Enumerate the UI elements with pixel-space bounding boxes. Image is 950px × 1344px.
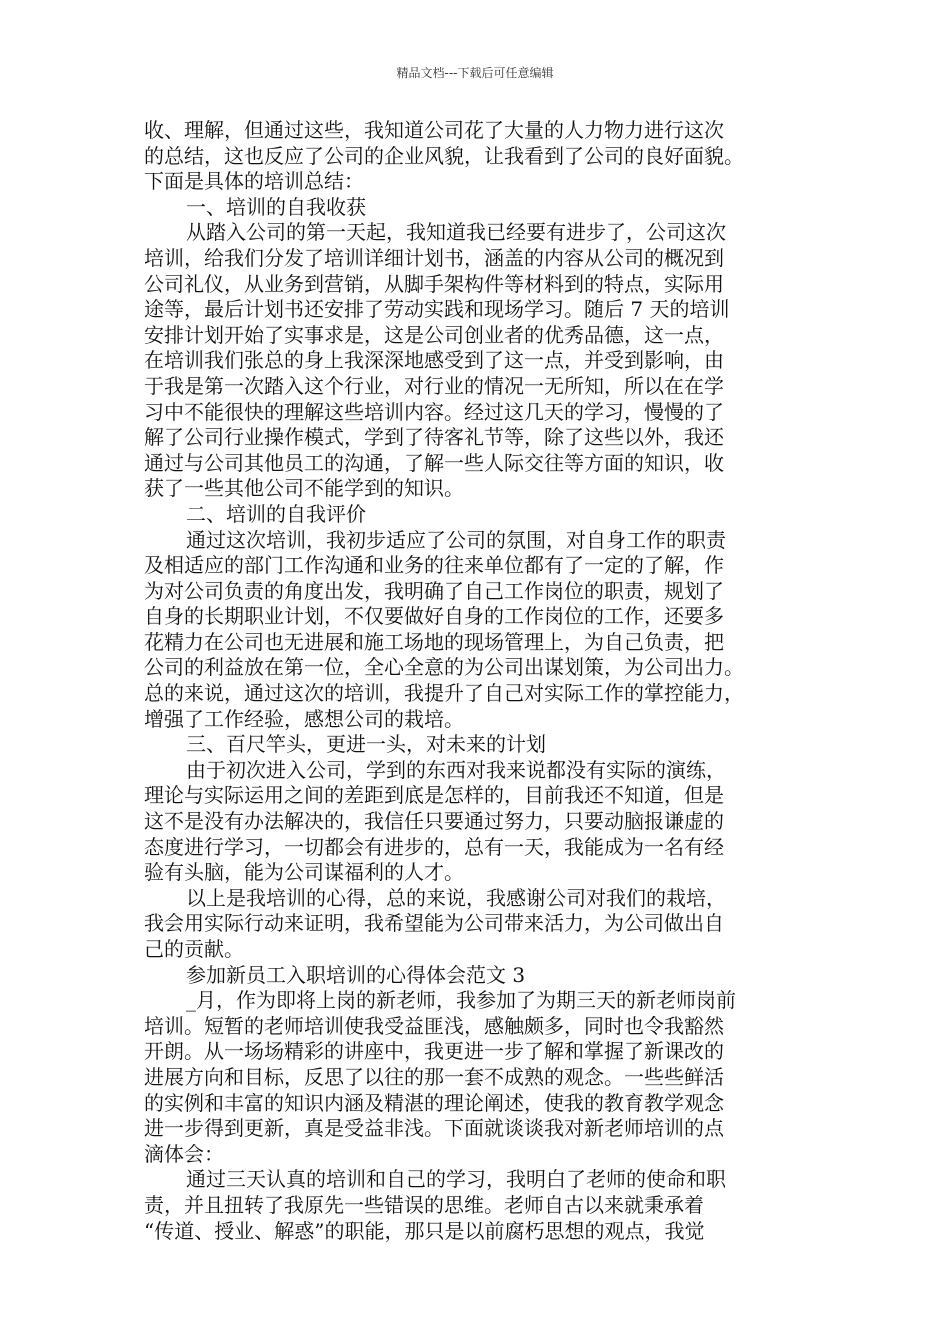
text-line: 总的来说，通过这次的培训，我提升了自己对实际工作的掌控能力， xyxy=(144,681,744,706)
text-line: 自身的长期职业计划，不仅要做好自身的工作岗位的工作，还要多 xyxy=(144,604,724,629)
text-line: 参加新员工入职培训的心得体会范文 3 xyxy=(186,962,526,987)
text-line: 增强了工作经验，感想公司的栽培。 xyxy=(144,706,464,731)
text-line: 花精力在公司也无进展和施工场地的现场管理上，为自己负责，把 xyxy=(144,629,724,654)
text-line: 滴体会： xyxy=(144,1141,224,1166)
text-line: 态度进行学习，一切都会有进步的，总有一天，我能成为一名有经 xyxy=(144,834,724,859)
text-line: 三、百尺竿头，更进一头，对未来的计划 xyxy=(186,732,546,757)
text-line: 责，并且扭转了我原先一些错误的思维。老师自古以来就秉承着 xyxy=(144,1192,704,1217)
text-line: 己的贡献。 xyxy=(144,937,244,961)
text-line: 通过与公司其他员工的沟通，了解一些人际交往等方面的知识，收 xyxy=(144,450,724,475)
text-line: 的总结，这也反应了公司的企业风貌，让我看到了公司的良好面貌。 xyxy=(144,143,744,168)
text-line: 进展方向和目标，反思了以往的那一套不成熟的观念。一些些鲜活 xyxy=(144,1064,724,1089)
text-line: 从踏入公司的第一天起，我知道我已经要有进步了，公司这次 xyxy=(186,220,726,245)
text-line: 二、培训的自我评价 xyxy=(186,501,366,526)
text-line: 验有头脑，能为公司谋福利的人才。 xyxy=(144,860,464,885)
text-line: 开朗。从一场场精彩的讲座中，我更进一步了解和掌握了新课改的 xyxy=(144,1039,724,1064)
text-line: 进一步得到更新，真是受益非浅。下面就谈谈我对新老师培训的点 xyxy=(144,1116,724,1141)
text-line: _月，作为即将上岗的新老师，我参加了为期三天的新老师岗前 xyxy=(186,988,736,1013)
text-line: 公司礼仪，从业务到营销，从脚手架构件等材料到的特点，实际用 xyxy=(144,271,724,296)
text-line: 于我是第一次踏入这个行业，对行业的情况一无所知，所以在在学 xyxy=(144,373,724,398)
text-line: 以上是我培训的心得，总的来说，我感谢公司对我们的栽培， xyxy=(186,885,726,910)
document-body xyxy=(144,118,824,1244)
text-line: 理论与实际运用之间的差距到底是怎样的，目前我还不知道，但是 xyxy=(144,783,724,808)
text-line: 通过三天认真的培训和自己的学习，我明白了老师的使命和职 xyxy=(186,1167,726,1192)
text-line: 安排计划开始了实事求是，这是公司创业者的优秀品德，这一点， xyxy=(144,322,724,347)
text-line: “传道、授业、解惑”的职能，那只是以前腐朽思想的观点，我觉 xyxy=(144,1218,705,1243)
text-line: 培训。短暂的老师培训使我受益匪浅，感触颇多，同时也令我豁然 xyxy=(144,1013,724,1038)
text-line: 培训，给我们分发了培训详细计划书，涵盖的内容从公司的概况到 xyxy=(144,245,724,270)
text-line: 公司的利益放在第一位，全心全意的为公司出谋划策，为公司出力。 xyxy=(144,655,744,680)
text-line: 的实例和丰富的知识内涵及精湛的理论阐述，使我的教育教学观念 xyxy=(144,1090,724,1115)
text-line: 在培训我们张总的身上我深深地感受到了这一点，并受到影响，由 xyxy=(144,348,724,373)
text-line: 为对公司负责的角度出发，我明确了自己工作岗位的职责，规划了 xyxy=(144,578,724,603)
text-line: 由于初次进入公司，学到的东西对我来说都没有实际的演练， xyxy=(186,757,726,782)
text-line: 这不是没有办法解决的，我信任只要通过努力，只要动脑报谦虚的 xyxy=(144,809,724,834)
text-line: 通过这次培训，我初步适应了公司的氛围，对自身工作的职责 xyxy=(186,527,726,552)
text-line: 及相适应的部门工作沟通和业务的往来单位都有了一定的了解，作 xyxy=(144,553,724,578)
text-line: 下面是具体的培训总结： xyxy=(144,169,364,194)
text-line: 解了公司行业操作模式，学到了待客礼节等，除了这些以外，我还 xyxy=(144,425,724,450)
text-line: 习中不能很快的理解这些培训内容。经过这几天的学习，慢慢的了 xyxy=(144,399,724,424)
text-line: 收、理解，但通过这些，我知道公司花了大量的人力物力进行这次 xyxy=(144,118,724,142)
text-line: 获了一些其他公司不能学到的知识。 xyxy=(144,476,464,501)
text-line: 我会用实际行动来证明，我希望能为公司带来活力，为公司做出自 xyxy=(144,911,724,936)
text-line: 途等，最后计划书还安排了劳动实践和现场学习。随后 7 天的培训 xyxy=(144,297,730,322)
page-header: 精品文档---下载后可任意编辑 xyxy=(396,66,554,80)
text-line: 一、培训的自我收获 xyxy=(186,194,366,219)
